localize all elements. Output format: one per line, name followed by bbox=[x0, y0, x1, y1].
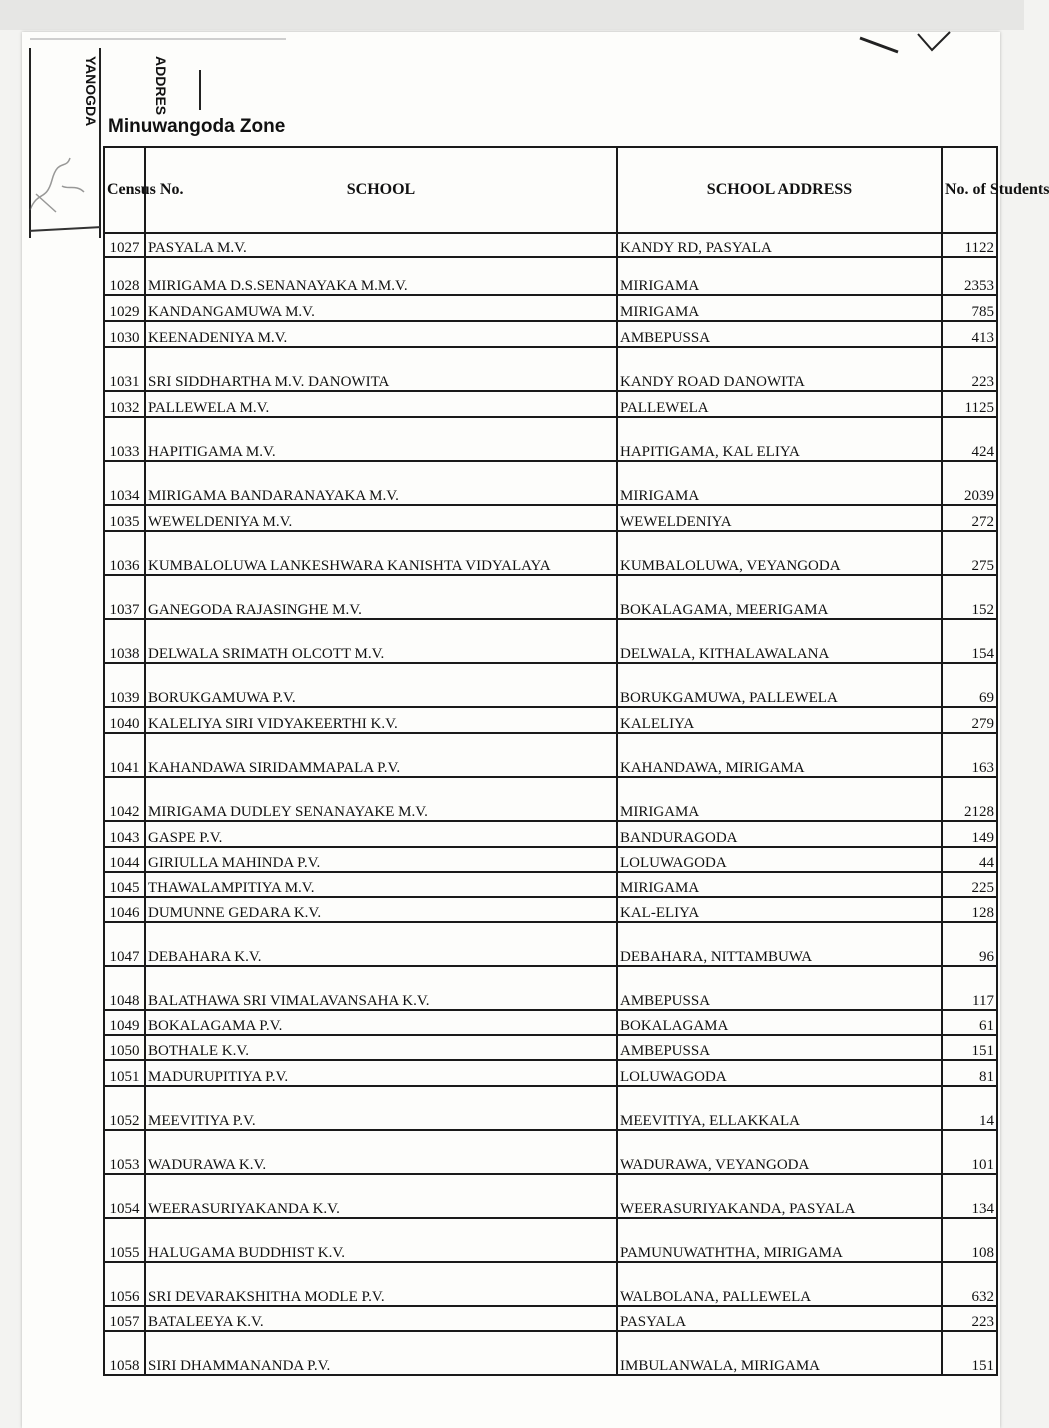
cell-address: DELWALA, KITHALAWALANA bbox=[617, 619, 942, 663]
cell-school: MIRIGAMA BANDARANAYAKA M.V. bbox=[145, 461, 617, 505]
table-row bbox=[104, 321, 997, 347]
cell-school: BOKALAGAMA P.V. bbox=[145, 1010, 617, 1035]
cell-census: 1033 bbox=[104, 417, 145, 461]
cell-census: 1045 bbox=[104, 872, 145, 897]
schools-table bbox=[103, 146, 1049, 1376]
cell-school: SIRI DHAMMANANDA P.V. bbox=[145, 1331, 617, 1375]
cell-school: BALATHAWA SRI VIMALAVANSAHA K.V. bbox=[145, 966, 617, 1010]
table-row bbox=[104, 872, 997, 897]
cell-students: 1125 bbox=[942, 391, 997, 417]
table-row bbox=[104, 1306, 997, 1331]
cell-school: SRI SIDDHARTHA M.V. DANOWITA bbox=[145, 347, 617, 391]
cell-students: 14 bbox=[942, 1086, 997, 1130]
cell-school: SRI DEVARAKSHITHA MODLE P.V. bbox=[145, 1262, 617, 1306]
cell-school: DEBAHARA K.V. bbox=[145, 922, 617, 966]
cell-census: 1054 bbox=[104, 1174, 145, 1218]
zone-title: Minuwangoda Zone bbox=[108, 116, 286, 137]
cell-address: HAPITIGAMA, KAL ELIYA bbox=[617, 417, 942, 461]
table-row bbox=[104, 777, 997, 821]
cell-students: 117 bbox=[942, 966, 997, 1010]
table-row bbox=[104, 1130, 997, 1174]
table-row bbox=[104, 1086, 997, 1130]
cell-address: BANDURAGODA bbox=[617, 821, 942, 847]
column-header-address: SCHOOL ADDRESS bbox=[617, 147, 942, 233]
cell-census: 1048 bbox=[104, 966, 145, 1010]
cell-school: KALELIYA SIRI VIDYAKEERTHI K.V. bbox=[145, 707, 617, 733]
cell-students: 61 bbox=[942, 1010, 997, 1035]
cell-census: 1040 bbox=[104, 707, 145, 733]
cell-address: AMBEPUSSA bbox=[617, 321, 942, 347]
cell-address: PALLEWELA bbox=[617, 391, 942, 417]
table-row bbox=[104, 257, 997, 295]
table-row bbox=[104, 1174, 997, 1218]
cell-students: 632 bbox=[942, 1262, 997, 1306]
margin-line bbox=[99, 48, 101, 238]
cell-census: 1029 bbox=[104, 295, 145, 321]
cell-census: 1036 bbox=[104, 531, 145, 575]
cell-school: WEERASURIYAKANDA K.V. bbox=[145, 1174, 617, 1218]
cell-school: GIRIULLA MAHINDA P.V. bbox=[145, 847, 617, 872]
cell-students: 44 bbox=[942, 847, 997, 872]
cell-census: 1046 bbox=[104, 897, 145, 922]
cell-census: 1038 bbox=[104, 619, 145, 663]
cell-address: AMBEPUSSA bbox=[617, 966, 942, 1010]
cell-census: 1057 bbox=[104, 1306, 145, 1331]
cell-students: 272 bbox=[942, 505, 997, 531]
table-row bbox=[104, 1035, 997, 1060]
table-row bbox=[104, 847, 997, 872]
cell-census: 1035 bbox=[104, 505, 145, 531]
table-row bbox=[104, 707, 997, 733]
cell-census: 1030 bbox=[104, 321, 145, 347]
cell-address: MIRIGAMA bbox=[617, 257, 942, 295]
cell-students: 152 bbox=[942, 575, 997, 619]
cell-address: DEBAHARA, NITTAMBUWA bbox=[617, 922, 942, 966]
cell-census: 1031 bbox=[104, 347, 145, 391]
table-body bbox=[104, 233, 997, 1375]
cell-address: MIRIGAMA bbox=[617, 295, 942, 321]
cell-census: 1044 bbox=[104, 847, 145, 872]
cell-school: THAWALAMPITIYA M.V. bbox=[145, 872, 617, 897]
cell-students: 223 bbox=[942, 1306, 997, 1331]
column-header-census: Census No. bbox=[104, 147, 145, 233]
cell-school: GANEGODA RAJASINGHE M.V. bbox=[145, 575, 617, 619]
cell-address: MIRIGAMA bbox=[617, 872, 942, 897]
cell-students: 151 bbox=[942, 1331, 997, 1375]
cell-school: PASYALA M.V. bbox=[145, 233, 617, 257]
table-row bbox=[104, 733, 997, 777]
cell-address: KAL-ELIYA bbox=[617, 897, 942, 922]
cell-address: WEERASURIYAKANDA, PASYALA bbox=[617, 1174, 942, 1218]
cell-census: 1042 bbox=[104, 777, 145, 821]
cell-address: PASYALA bbox=[617, 1306, 942, 1331]
table-row bbox=[104, 821, 997, 847]
cell-students: 163 bbox=[942, 733, 997, 777]
cell-school: BOTHALE K.V. bbox=[145, 1035, 617, 1060]
cell-school: BATALEEYA K.V. bbox=[145, 1306, 617, 1331]
table-row bbox=[104, 1218, 997, 1262]
table-header-row bbox=[104, 147, 997, 233]
cell-school: DUMUNNE GEDARA K.V. bbox=[145, 897, 617, 922]
cell-students: 223 bbox=[942, 347, 997, 391]
table-row bbox=[104, 922, 997, 966]
table-row bbox=[104, 1060, 997, 1086]
cell-census: 1043 bbox=[104, 821, 145, 847]
cell-students: 2128 bbox=[942, 777, 997, 821]
cell-address: KAHANDAWA, MIRIGAMA bbox=[617, 733, 942, 777]
top-rule bbox=[30, 38, 286, 40]
cell-students: 149 bbox=[942, 821, 997, 847]
cell-school: KEENADENIYA M.V. bbox=[145, 321, 617, 347]
cell-census: 1039 bbox=[104, 663, 145, 707]
cell-school: KANDANGAMUWA M.V. bbox=[145, 295, 617, 321]
table-row bbox=[104, 1010, 997, 1035]
table-row bbox=[104, 531, 997, 575]
cell-address: IMBULANWALA, MIRIGAMA bbox=[617, 1331, 942, 1375]
cell-students: 108 bbox=[942, 1218, 997, 1262]
cell-census: 1053 bbox=[104, 1130, 145, 1174]
cell-address: PAMUNUWATHTHA, MIRIGAMA bbox=[617, 1218, 942, 1262]
cell-school: KAHANDAWA SIRIDAMMAPALA P.V. bbox=[145, 733, 617, 777]
table-row bbox=[104, 575, 997, 619]
cell-census: 1056 bbox=[104, 1262, 145, 1306]
cell-students: 275 bbox=[942, 531, 997, 575]
cell-census: 1041 bbox=[104, 733, 145, 777]
table-row bbox=[104, 663, 997, 707]
table-row bbox=[104, 295, 997, 321]
cell-census: 1050 bbox=[104, 1035, 145, 1060]
cell-census: 1049 bbox=[104, 1010, 145, 1035]
cell-address: WALBOLANA, PALLEWELA bbox=[617, 1262, 942, 1306]
table-row bbox=[104, 417, 997, 461]
viewer-top-bar bbox=[0, 0, 1024, 30]
cell-school: MIRIGAMA D.S.SENANAYAKA M.M.V. bbox=[145, 257, 617, 295]
cell-census: 1055 bbox=[104, 1218, 145, 1262]
cell-students: 413 bbox=[942, 321, 997, 347]
cell-address: KANDY ROAD DANOWITA bbox=[617, 347, 942, 391]
cell-address: KUMBALOLUWA, VEYANGODA bbox=[617, 531, 942, 575]
cell-address: WEWELDENIYA bbox=[617, 505, 942, 531]
cell-census: 1047 bbox=[104, 922, 145, 966]
cell-school: KUMBALOLUWA LANKESHWARA KANISHTA VIDYALAYA bbox=[145, 531, 617, 575]
cell-students: 81 bbox=[942, 1060, 997, 1086]
cell-address: KALELIYA bbox=[617, 707, 942, 733]
cell-school: WEWELDENIYA M.V. bbox=[145, 505, 617, 531]
cell-address: LOLUWAGODA bbox=[617, 1060, 942, 1086]
margin-line bbox=[199, 70, 201, 110]
margin-label: YANOGDA bbox=[83, 56, 99, 127]
cell-school: HAPITIGAMA M.V. bbox=[145, 417, 617, 461]
cell-students: 96 bbox=[942, 922, 997, 966]
table-row bbox=[104, 897, 997, 922]
column-header-school: SCHOOL bbox=[145, 147, 617, 233]
cell-students: 279 bbox=[942, 707, 997, 733]
cell-address: AMBEPUSSA bbox=[617, 1035, 942, 1060]
cell-students: 785 bbox=[942, 295, 997, 321]
cell-students: 151 bbox=[942, 1035, 997, 1060]
cell-census: 1028 bbox=[104, 257, 145, 295]
cell-students: 225 bbox=[942, 872, 997, 897]
check-mark-icon bbox=[858, 30, 953, 58]
handwriting-scribble-icon bbox=[26, 150, 90, 220]
cell-school: BORUKGAMUWA P.V. bbox=[145, 663, 617, 707]
cell-school: MEEVITIYA P.V. bbox=[145, 1086, 617, 1130]
cell-address: BOKALAGAMA, MEERIGAMA bbox=[617, 575, 942, 619]
cell-address: WADURAWA, VEYANGODA bbox=[617, 1130, 942, 1174]
table-row bbox=[104, 461, 997, 505]
table-row bbox=[104, 233, 997, 257]
cell-address: LOLUWAGODA bbox=[617, 847, 942, 872]
table-row bbox=[104, 1331, 997, 1375]
cell-address: MIRIGAMA bbox=[617, 777, 942, 821]
cell-school: HALUGAMA BUDDHIST K.V. bbox=[145, 1218, 617, 1262]
cell-students: 1122 bbox=[942, 233, 997, 257]
cell-census: 1037 bbox=[104, 575, 145, 619]
cell-census: 1032 bbox=[104, 391, 145, 417]
margin-label: ADDRES bbox=[153, 56, 169, 116]
cell-address: KANDY RD, PASYALA bbox=[617, 233, 942, 257]
cell-students: 154 bbox=[942, 619, 997, 663]
table-row bbox=[104, 1262, 997, 1306]
table-row bbox=[104, 347, 997, 391]
cell-census: 1052 bbox=[104, 1086, 145, 1130]
table-row bbox=[104, 391, 997, 417]
column-header-students: No. of Students bbox=[942, 147, 997, 233]
cell-census: 1058 bbox=[104, 1331, 145, 1375]
cell-address: BOKALAGAMA bbox=[617, 1010, 942, 1035]
cell-school: GASPE P.V. bbox=[145, 821, 617, 847]
cell-students: 134 bbox=[942, 1174, 997, 1218]
cell-address: BORUKGAMUWA, PALLEWELA bbox=[617, 663, 942, 707]
cell-school: DELWALA SRIMATH OLCOTT M.V. bbox=[145, 619, 617, 663]
cell-census: 1051 bbox=[104, 1060, 145, 1086]
cell-students: 2353 bbox=[942, 257, 997, 295]
table-row bbox=[104, 619, 997, 663]
cell-school: WADURAWA K.V. bbox=[145, 1130, 617, 1174]
cell-school: PALLEWELA M.V. bbox=[145, 391, 617, 417]
cell-students: 2039 bbox=[942, 461, 997, 505]
cell-address: MEEVITIYA, ELLAKKALA bbox=[617, 1086, 942, 1130]
cell-school: MADURUPITIYA P.V. bbox=[145, 1060, 617, 1086]
cell-students: 69 bbox=[942, 663, 997, 707]
cell-census: 1027 bbox=[104, 233, 145, 257]
cell-address: MIRIGAMA bbox=[617, 461, 942, 505]
cell-students: 101 bbox=[942, 1130, 997, 1174]
cell-students: 424 bbox=[942, 417, 997, 461]
cell-census: 1034 bbox=[104, 461, 145, 505]
cell-school: MIRIGAMA DUDLEY SENANAYAKE M.V. bbox=[145, 777, 617, 821]
cell-students: 128 bbox=[942, 897, 997, 922]
table-row bbox=[104, 505, 997, 531]
table-row bbox=[104, 966, 997, 1010]
